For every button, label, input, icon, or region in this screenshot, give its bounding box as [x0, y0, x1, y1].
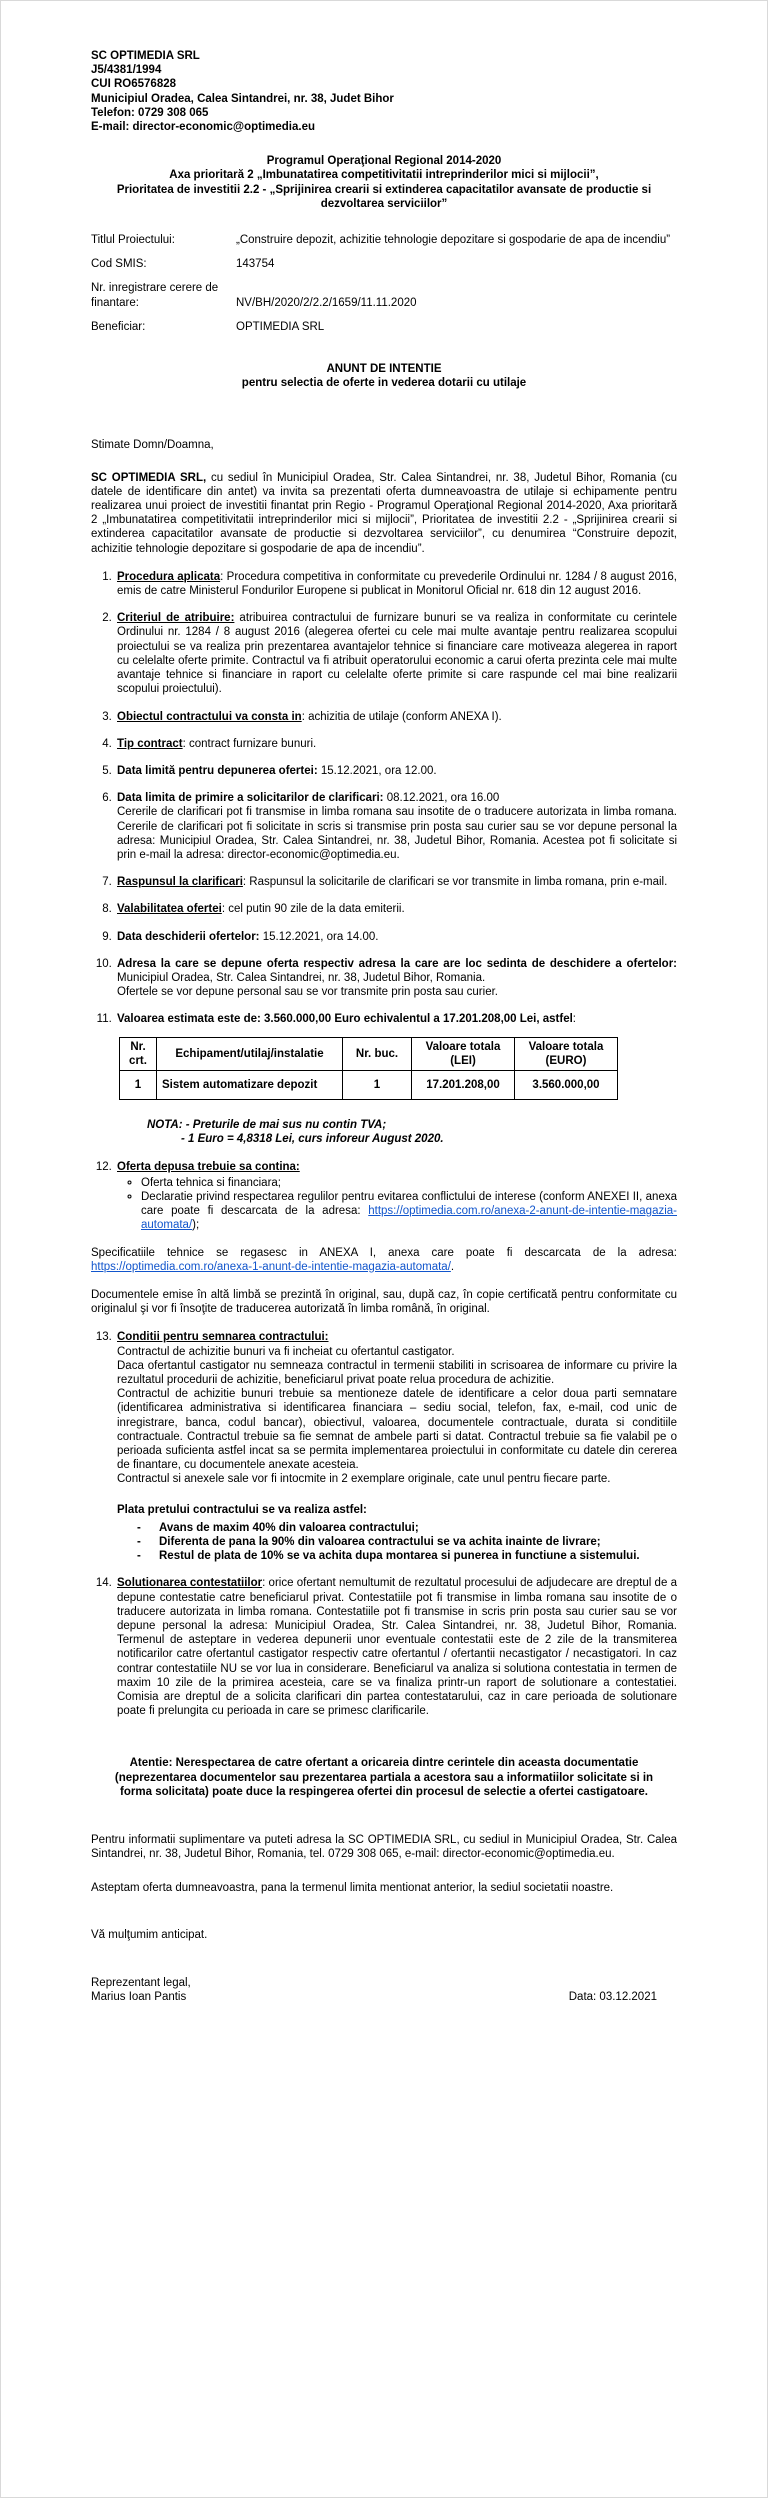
- list-item: - Restul de plata de 10% se va achita dupa montarea si punerea in functiune a sistemului.: [137, 1549, 677, 1563]
- offer-contents-list: [117, 1176, 677, 1233]
- item-address: [115, 957, 677, 1000]
- project-title-row: [91, 233, 677, 247]
- item-clarifications-answer: [115, 875, 677, 889]
- payment-title: Plata pretului contractului se va realiza astfel:: [117, 1503, 367, 1516]
- item-contract-type-label: Tip contract: [117, 737, 183, 750]
- list-item: ◦ Declaratie privind respectarea regulilor pentru evitarea conflictului de interese (conform ANEXEI II, anexa care poate fi descarcata de la adresa: https://optimedia.com.ro/anexa-2-anunt-de-intentie-magazia-automata/);: [141, 1190, 677, 1233]
- note-line2: - 1 Euro = 4,8318 Lei, curs inforeur August 2020.: [181, 1133, 444, 1146]
- intro-company: SC OPTIMEDIA SRL,: [91, 471, 207, 484]
- announcement-heading: ANUNT DE INTENTIE: [326, 363, 442, 376]
- thanks-line: Vă mulţumim anticipat.: [91, 1928, 208, 1941]
- item-complaints-text: : orice ofertant nemultumit de rezultatul procesului de adjudecare are dreptul de a depune contestatie catre beneficiarul privat. Contestatiile pot fi transmise in limba romana sau insotite de o traducere autorizata in limba romana. Contestatiile pot fi transmise in scris prin posta sau curier sau se vor depune personal la adresa: Municipiul Oradea, Str. Calea Sintandrei, nr. 38, Judetul Bihor, Romania. Termenul de asteptare in vederea depunerii unor eventuale contestatii este de 2 zile de la transmiterea notificarilor catre ofertantul castigator respectiv catre ofertantul / ofertantii necastigator / necastigatori. In caz contrar contestatiile NU se vor lua in considerare. Beneficiarul va analiza si solutiona contestatia in termen de maxim 10 zile de la primirea acesteia, care se va finaliza printr-un raport de solutionare a contestatiei. Comisia are dreptul de a solicita clarificari din partea contestatarului, caz in care perioada de solutionare poate fi prelungita cu perioada in care se primesc clarificarile.: [117, 1577, 677, 1718]
- program-line3: Prioritatea de investitii 2.2 - „Sprijinirea crearii si extinderea capacitatilor avansate de productie si dezvoltarea serviciilor”: [116, 183, 652, 210]
- program-line1: Programul Operaţional Regional 2014-2020: [266, 155, 502, 168]
- item-procedure-label: Procedura aplicata: [117, 570, 221, 583]
- item-address-text: Municipiul Oradea, Str. Calea Sintandrei, nr. 38, Judetul Bihor, Romania.: [117, 971, 486, 984]
- table-cell: 1: [343, 1070, 412, 1099]
- item-procedure: [115, 570, 677, 598]
- project-info: [91, 233, 677, 334]
- item-validity: [115, 902, 677, 916]
- attention-notice: Atentie: Nerespectarea de catre ofertant a oricareia dintre cerintele din aceasta documentatie (neprezentarea documentelor sau prezentarea partiala a acestora sau a informatiilor solicitate si in forma solicitata) poate duce la respingerea ofertei din procesul de selectie a ofertei castigatoare.: [114, 1757, 654, 1798]
- item-answer-text: : Raspunsul la solicitarile de clarificari se vor transmite in limba romana, prin e-mail.: [242, 876, 668, 889]
- company-address: Municipiul Oradea, Calea Sintandrei, nr. 38, Judet Bihor: [91, 92, 394, 105]
- announcement-subtitle: pentru selectia de oferte in vederea dotarii cu utilaje: [241, 377, 527, 390]
- item-validity-label: Valabilitatea ofertei: [117, 903, 222, 916]
- signature-date: Data: 03.12.2021: [568, 1991, 657, 2004]
- company-phone: Telefon: 0729 308 065: [91, 106, 209, 119]
- item-address-body: Ofertele se vor depune personal sau se vor transmite prin posta sau curier.: [117, 986, 498, 999]
- item-clarifications-text: 08.12.2021, ora 16.00: [383, 792, 500, 805]
- signature-block: [91, 1976, 677, 2004]
- item-contract-type-text: : contract furnizare bunuri.: [182, 737, 317, 750]
- price-note: [147, 1118, 677, 1146]
- conditions-list: [91, 570, 677, 1233]
- smis-value: 143754: [236, 258, 275, 271]
- company-email: E-mail: director-economic@optimedia.eu: [91, 121, 316, 134]
- table-header-lei: Valoare totala (LEI): [412, 1037, 515, 1070]
- beneficiary-row: [91, 320, 677, 334]
- item-contract-type: [115, 737, 677, 751]
- item-address-label: Adresa la care se depune oferta respectiv adresa la care are loc sedinta de deschidere a ofertelor:: [117, 957, 677, 970]
- item-clarifications-label: Data limita de primire a solicitarilor de clarificari:: [117, 792, 384, 805]
- registration-value: NV/BH/2020/2/2.2/1659/11.11.2020: [236, 296, 417, 309]
- item-object-label: Obiectul contractului va consta in: [117, 710, 302, 723]
- project-title-value: „Construire depozit, achizitie tehnologie depozitare si gospodarie de apa de incendiu”: [236, 234, 671, 247]
- list-item: ◦ Oferta tehnica si financiara;: [141, 1176, 677, 1190]
- table-header-qty: Nr. buc.: [343, 1037, 412, 1070]
- item-criteria-text: atribuirea contractului de furnizare bunuri se va realiza in conformitate cu cerintele Ordinului nr. 1284 / 8 august 2016 (alegerea ofertei cu cele mai multe avantaje pentru realizarea scopului proiectului se va realiza prin prezentarea avantajelor tehnice si financiare care motiveaza alegerea in raport cu celelalte oferte primite. Contractul va fi atribuit operatorului economic a carui oferta prezinta cele mai multe avantaje tehnice si financiare in raport cu celelalte oferte primite si care raspunde cel mai bine realizarii scopului proiectului).: [117, 612, 677, 696]
- item-value-text: :: [572, 1013, 576, 1026]
- table-cell: Sistem automatizare depozit: [157, 1070, 343, 1099]
- signing-p4: Contractul si anexele sale vor fi intocmite in 2 exemplare originale, cate unul pentru fiecare parte.: [117, 1473, 611, 1486]
- registration-row: [91, 281, 677, 309]
- signature-role: Reprezentant legal,: [91, 1976, 191, 1989]
- estimate-table: [119, 1037, 618, 1101]
- item-deadline-label: Data limită pentru depunerea ofertei:: [117, 764, 318, 777]
- item-signing-label: Conditii pentru semnarea contractului:: [117, 1331, 329, 1344]
- documents-note: Documentele emise în altă limbă se prezintă în original, sau, după caz, în copie certificată pentru conformitate cu originalul şi vor fi însoţite de traducerea autorizată în limba română, în original.: [91, 1288, 677, 1316]
- signing-p3: Contractul de achizitie bunuri trebuie sa mentioneze datele de identificare a celor doua parti semnatare (identificarea administrativa si identificarea financiara – sediu social, telefon, fax, e-mail, cod unic de inregistrare, banca, codul bancar), obiectivul, valoarea, documentele contractuale, durata si conditiile contractuale. Contractul trebuie sa fie semnat de ambele parti si datat. Contractul trebuie sa fie valabil pe o perioada suficienta astfel incat sa se permita implementarea proiectului in conformitate cu datele din cererea de finantare, cu documentele anexate acesteia.: [117, 1388, 677, 1472]
- item-opening-date: [115, 930, 677, 944]
- item-opening-label: Data deschiderii ofertelor:: [117, 930, 260, 943]
- item-complaints: [115, 1576, 677, 1718]
- item-answer-label: Raspunsul la clarificari: [117, 876, 243, 889]
- payment-list: [117, 1521, 677, 1564]
- smis-label: Cod SMIS:: [91, 258, 147, 271]
- signing-p2: Daca ofertantul castigator nu semneaza contractul in termenii stabiliti in scrisoarea de informare cu privire la rezultatul procedurii de achizitie, beneficiarul privat poate relua procedura de achizitie.: [117, 1359, 677, 1386]
- company-cui: CUI RO6576828: [91, 78, 177, 91]
- anexa-1-link[interactable]: https://optimedia.com.ro/anexa-1-anunt-de-intentie-magazia-automata/: [91, 1260, 451, 1273]
- item-estimated-value: [115, 1012, 677, 1146]
- beneficiary-value: OPTIMEDIA SRL: [236, 320, 325, 333]
- table-cell: 17.201.208,00: [412, 1070, 515, 1099]
- item-criteria-label: Criteriul de atribuire:: [117, 612, 235, 625]
- conditions-list-continued: [91, 1330, 677, 1718]
- table-header-row: [120, 1037, 618, 1070]
- smis-row: [91, 257, 677, 271]
- item-deadline-text: 15.12.2021, ora 12.00.: [317, 764, 437, 777]
- item-value-label: Valoarea estimata este de: 3.560.000,00 Euro echivalentul a 17.201.208,00 Lei, astfel: [117, 1013, 573, 1026]
- company-header: [91, 49, 677, 134]
- intro-paragraph: [91, 471, 677, 556]
- item-signing-conditions: [115, 1330, 677, 1563]
- company-name: SC OPTIMEDIA SRL: [91, 50, 200, 62]
- intro-text: cu sediul în Municipiul Oradea, Str. Calea Sintandrei, nr. 38, Judetul Bihor, Romania (cu datele de identificare din antet) va invita sa prezentati oferta dumneavoastra de utilaje si echipamente pentru realizarea unui proiect de investitii finantat prin Regio - Programul Operaţional Regional 2014-2020, Axa prioritară 2 „Imbunatatirea competitivitatii intreprinderilor mici si mijlocii”, Prioritatea de investitii 2.2 - „Sprijinirea crearii si extinderea capacitatilor avansate de productie si dezvoltarea serviciilor”, cu denumirea “Construire depozit, achizitie tehnologie depozitare si gospodarie de apa de incendiu”.: [91, 471, 677, 555]
- item-criteria: [115, 611, 677, 696]
- await-paragraph: Asteptam oferta dumneavoastra, pana la termenul limita mentionat anterior, la sediul societatii noastre.: [91, 1882, 614, 1895]
- item-clarifications-deadline: [115, 791, 677, 862]
- item-procedure-text: : Procedura competitiva in conformitate cu prevederile Ordinului nr. 1284 / 8 august 2016, emis de catre Ministerul Fondurilor Europene si publicat in Monitorul Oficial nr. 618 din 12 august 2016.: [117, 570, 677, 598]
- announcement-title: [91, 362, 677, 390]
- program-header: [91, 154, 677, 211]
- table-row: [120, 1070, 618, 1099]
- beneficiary-label: Beneficiar:: [91, 320, 146, 333]
- company-reg: J5/4381/1994: [91, 64, 162, 77]
- registration-label: Nr. inregistrare cerere de finantare:: [91, 282, 219, 309]
- contact-paragraph: Pentru informatii suplimentare va puteti adresa la SC OPTIMEDIA SRL, cu sediul in Municipiul Oradea, Str. Calea Sintandrei, nr. 38, Judetul Bihor, Romania, tel. 0729 308 065, e-mail: director-economic@optimedia.eu.: [91, 1834, 677, 1861]
- item-offer-label: Oferta depusa trebuie sa contina:: [117, 1160, 300, 1173]
- list-item: - Avans de maxim 40% din valoarea contractului;: [137, 1521, 677, 1535]
- table-header-euro: Valoare totala (EURO): [515, 1037, 618, 1070]
- table-cell: 1: [120, 1070, 157, 1099]
- greeting: Stimate Domn/Doamna,: [91, 439, 214, 452]
- note-line1: NOTA: - Preturile de mai sus nu contin TVA;: [147, 1119, 387, 1132]
- item-validity-text: : cel putin 90 zile de la data emiterii.: [221, 903, 405, 916]
- item-opening-text: 15.12.2021, ora 14.00.: [259, 930, 379, 943]
- item-clarifications-body: Cererile de clarificari pot fi transmise in limba romana sau insotite de o traducere autorizata in limba romana. Cererile de clarificari pot fi solicitate in scris si transmise prin posta sau curier sau se vor depune personal la adresa: Municipiul Oradea, Str. Calea Sintandrei, nr. 38, Judetul Bihor, Romania. Acestea pot fi solicitate si prin e-mail la adresa: director-economic@optimedia.eu.: [117, 806, 677, 861]
- specifications-paragraph: Specificatiile tehnice se regasesc in ANEXA I, anexa care poate fi descarcata de la adresa: https://optimedia.com.ro/anexa-1-anunt-de-intentie-magazia-automata/.: [91, 1246, 677, 1273]
- signing-p1: Contractul de achizitie bunuri va fi incheiat cu ofertantul castigator.: [117, 1345, 455, 1358]
- program-line2: Axa prioritară 2 „Imbunatatirea competitivitatii intreprinderilor mici si mijlocii”,: [169, 169, 599, 182]
- item-object: [115, 710, 677, 724]
- signature-name: Marius Ioan Pantis: [91, 1991, 187, 2004]
- item-offer-contents: [115, 1160, 677, 1233]
- item-deadline: [115, 764, 677, 778]
- item-complaints-label: Solutionarea contestatiilor: [117, 1577, 263, 1590]
- table-cell: 3.560.000,00: [515, 1070, 618, 1099]
- list-item: - Diferenta de pana la 90% din valoarea contractului se va achita inainte de livrare;: [137, 1535, 677, 1549]
- table-header-nr: Nr. crt.: [120, 1037, 157, 1070]
- project-title-label: Titlul Proiectului:: [91, 234, 175, 247]
- anexa-2-link[interactable]: https://optimedia.com.ro/anexa-2-anunt-de-intentie-magazia-automata/: [141, 1205, 677, 1232]
- item-object-text: : achizitia de utilaje (conform ANEXA I).: [301, 710, 502, 723]
- table-header-equipment: Echipament/utilaj/instalatie: [157, 1037, 343, 1070]
